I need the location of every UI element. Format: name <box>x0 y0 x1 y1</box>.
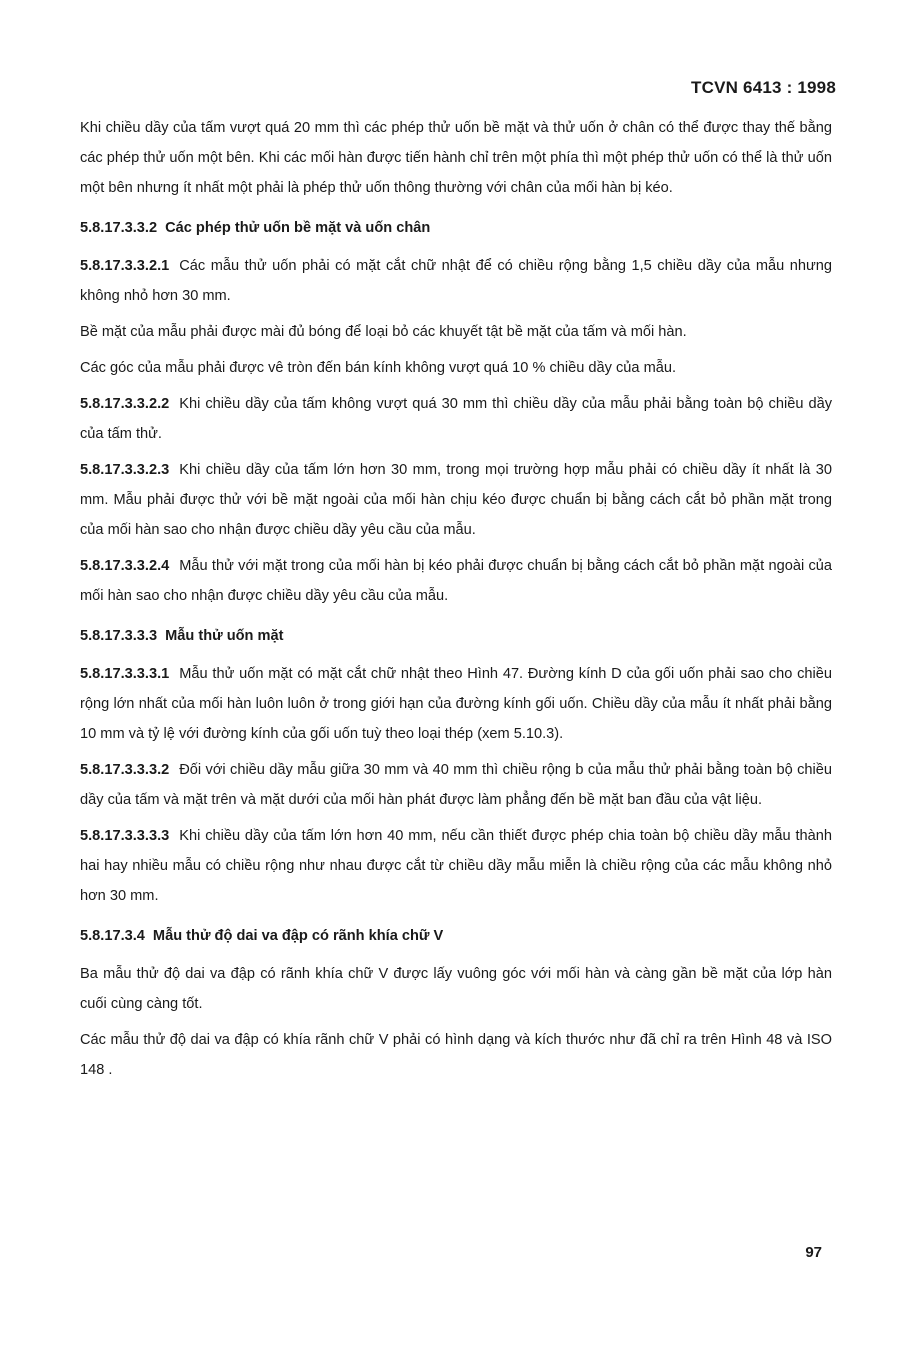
clause-number: 5.8.17.3.3.3.3 <box>80 828 170 844</box>
clause-number: 5.8.17.3.3.2.2 <box>80 396 170 412</box>
clause-paragraph: 5.8.17.3.3.3.2 Đối với chiều dầy mẫu giữa 30 mm và 40 mm thì chiều rộng b của mẫu thử phải bằng toàn bộ chiều dầy của tấm và mặt trên và mặt dưới của mối hàn phát được làm phẳng đến bề mặt ban đầu của vật liệu. <box>80 762 832 808</box>
section-number: 5.8.17.3.3.3 <box>80 628 158 644</box>
paragraph: Bề mặt của mẫu phải được mài đủ bóng để loại bỏ các khuyết tật bề mặt của tấm và mối hàn. <box>80 324 687 340</box>
section-title: Các phép thử uốn bề mặt và uốn chân <box>165 220 431 236</box>
clause-paragraph: 5.8.17.3.3.3.3 Khi chiều dầy của tấm lớn hơn 40 mm, nếu cần thiết được phép chia toàn bộ chiều dầy mẫu thành hai hay nhiều mẫu có chiều rộng như nhau được cắt từ chiều dầy mẫu miễn là chiều rộng của các mẫu không nhỏ hơn 30 mm. <box>80 828 832 904</box>
paragraph: Các mẫu thử độ dai va đập có khía rãnh chữ V phải có hình dạng và kích thước như đã chỉ ra trên Hình 48 và ISO 148 . <box>80 1032 832 1078</box>
clause-paragraph: 5.8.17.3.3.2.2 Khi chiều dầy của tấm không vượt quá 30 mm thì chiều dầy của mẫu phải bằng toàn bộ chiều dầy của tấm thử. <box>80 396 832 442</box>
paragraph: Khi chiều dầy của tấm vượt quá 20 mm thì các phép thử uốn bề mặt và thử uốn ở chân có thể được thay thế bằng các phép thử uốn một bên. Khi các mối hàn được tiến hành chỉ trên một phía thì một phép thử uốn có thể là thử uốn một bên nhưng ít nhất một phải là phép thử uốn thông thường với chân của mối hàn bị kéo. <box>80 120 832 196</box>
clause-number: 5.8.17.3.3.3.1 <box>80 666 170 682</box>
clause-number: 5.8.17.3.3.3.2 <box>80 762 170 778</box>
clause-number: 5.8.17.3.3.2.4 <box>80 558 170 574</box>
section-number: 5.8.17.3.3.2 <box>80 220 158 236</box>
clause-number: 5.8.17.3.3.2.3 <box>80 462 170 478</box>
paragraph: Các góc của mẫu phải được vê tròn đến bán kính không vượt quá 10 % chiều dầy của mẫu. <box>80 360 677 376</box>
clause-paragraph: 5.8.17.3.3.2.4 Mẫu thử với mặt trong của mối hàn bị kéo phải được chuẩn bị bằng cách cắt bỏ phần mặt ngoài của mối hàn sao cho nhận được chiều dầy yêu cầu của mẫu. <box>80 558 832 604</box>
section-title: Mẫu thử uốn mặt <box>165 628 284 644</box>
document-body <box>80 113 832 1091</box>
section-heading <box>80 213 832 243</box>
document-id: TCVN 6413 : 1998 <box>691 78 836 97</box>
clause-paragraph: 5.8.17.3.3.2.3 Khi chiều dầy của tấm lớn hơn 30 mm, trong mọi trường hợp mẫu phải có chiều dầy ít nhất là 30 mm. Mẫu phải được thử với bề mặt ngoài của mối hàn chịu kéo được chuẩn bị bằng cách cắt bỏ phần mặt trong của mối hàn sao cho nhận được chiều dầy yêu cầu của mẫu. <box>80 462 832 538</box>
section-heading <box>80 621 832 651</box>
section-title: Mẫu thử độ dai va đập có rãnh khía chữ V <box>152 928 444 944</box>
section-number: 5.8.17.3.4 <box>80 928 145 944</box>
paragraph: Ba mẫu thử độ dai va đập có rãnh khía chữ V được lấy vuông góc với mối hàn và càng gần bề mặt của lớp hàn cuối cùng càng tốt. <box>80 966 832 1012</box>
section-heading <box>80 921 832 951</box>
clause-number: 5.8.17.3.3.2.1 <box>80 258 170 274</box>
page-number: 97 <box>805 1244 822 1261</box>
clause-paragraph: 5.8.17.3.3.3.1 Mẫu thử uốn mặt có mặt cắt chữ nhật theo Hình 47. Đường kính D của gối uốn phải sao cho chiều rộng lớn nhất của mối hàn luôn luôn ở trong giới hạn của đường kính gối uốn. Chiều dầy của mẫu ít nhất phải bằng 10 mm và tỷ lệ với đường kính của gối uốn tuỳ theo loại thép (xem 5.10.3). <box>80 666 832 742</box>
clause-paragraph: 5.8.17.3.3.2.1 Các mẫu thử uốn phải có mặt cắt chữ nhật để có chiều rộng bằng 1,5 chiều dầy của mẫu nhưng không nhỏ hơn 30 mm. <box>80 258 832 304</box>
